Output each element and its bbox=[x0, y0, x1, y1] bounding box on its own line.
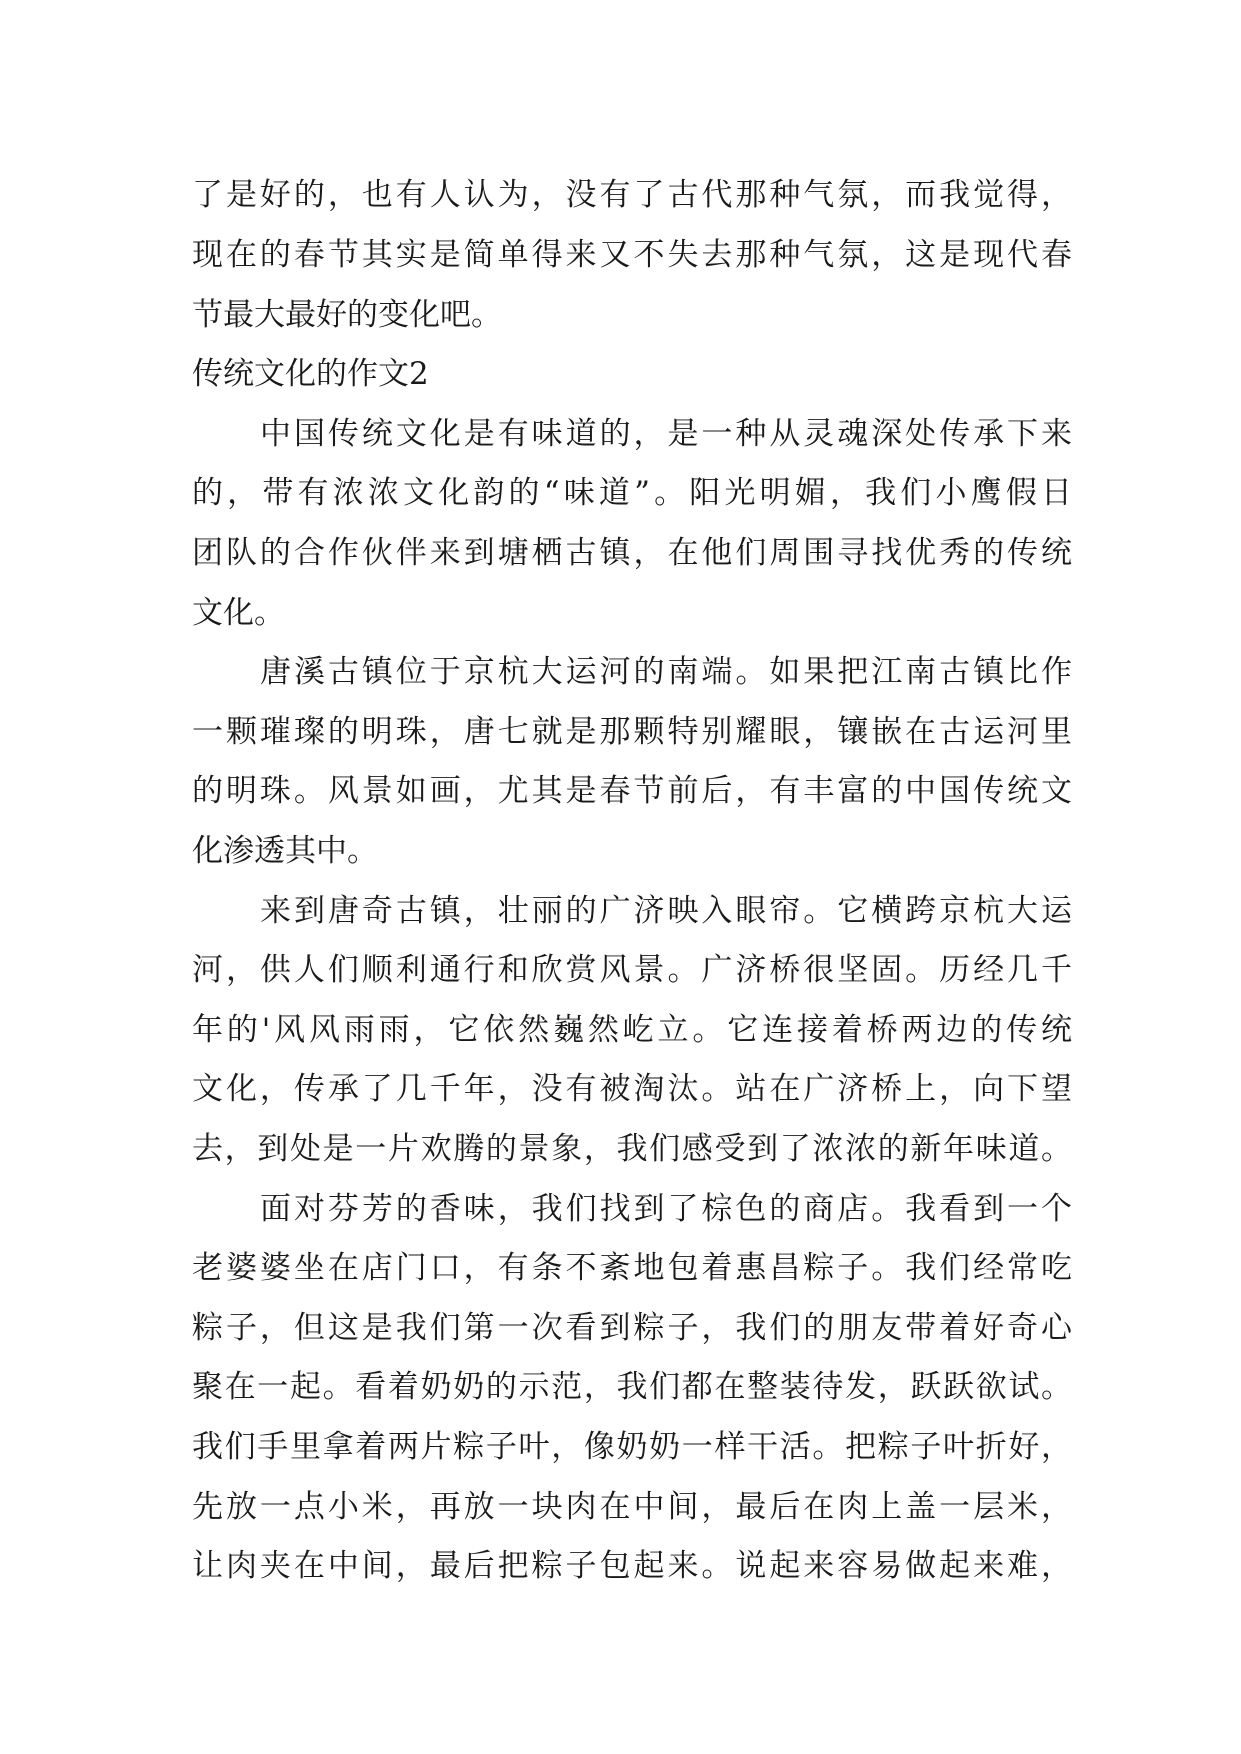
paragraph-line: 面对芬芳的香味，我们找到了棕色的商店。我看到一个 bbox=[260, 1191, 1072, 1227]
paragraph-line: 让肉夹在中间，最后把粽子包起来。说起来容易做起来难， bbox=[192, 1548, 1072, 1584]
paragraph-line: 来到唐奇古镇，壮丽的广济映入眼帘。它横跨京杭大运 bbox=[260, 893, 1072, 929]
paragraph-line: 唐溪古镇位于京杭大运河的南端。如果把江南古镇比作 bbox=[260, 654, 1072, 690]
paragraph-line: 了是好的，也有人认为，没有了古代那种气氛，而我觉得， bbox=[192, 177, 1072, 213]
section-heading: 传统文化的作文2 bbox=[192, 356, 429, 392]
paragraph-line: 中国传统文化是有味道的，是一种从灵魂深处传承下来 bbox=[260, 416, 1072, 452]
paragraph-line: 现在的春节其实是简单得来又不失去那种气氛，这是现代春 bbox=[192, 237, 1072, 273]
paragraph-line: 文化，传承了几千年，没有被淘汰。站在广济桥上，向下望 bbox=[192, 1071, 1072, 1107]
paragraph-line: 节最大最好的变化吧。 bbox=[192, 297, 502, 333]
paragraph-line: 一颗璀璨的明珠，唐七就是那颗特别耀眼，镶嵌在古运河里 bbox=[192, 714, 1072, 750]
paragraph-line: 先放一点小米，再放一块肉在中间，最后在肉上盖一层米， bbox=[192, 1489, 1072, 1525]
paragraph-line: 聚在一起。看着奶奶的示范，我们都在整装待发，跃跃欲试。 bbox=[192, 1369, 1072, 1405]
paragraph-line: 我们手里拿着两片粽子叶，像奶奶一样干活。把粽子叶折好， bbox=[192, 1429, 1072, 1465]
paragraph-line: 去，到处是一片欢腾的景象，我们感受到了浓浓的新年味道。 bbox=[192, 1131, 1072, 1167]
paragraph-line: 团队的合作伙伴来到塘栖古镇，在他们周围寻找优秀的传统 bbox=[192, 535, 1072, 571]
paragraph-line: 粽子，但这是我们第一次看到粽子，我们的朋友带着好奇心 bbox=[192, 1310, 1072, 1346]
paragraph-line: 年的'风风雨雨，它依然巍然屹立。它连接着桥两边的传统 bbox=[192, 1012, 1072, 1048]
paragraph-line: 的，带有浓浓文化韵的“味道”。阳光明媚，我们小鹰假日 bbox=[192, 475, 1072, 511]
paragraph-line: 化渗透其中。 bbox=[192, 833, 378, 869]
paragraph-line: 老婆婆坐在店门口，有条不紊地包着惠昌粽子。我们经常吃 bbox=[192, 1250, 1072, 1286]
paragraph-line: 的明珠。风景如画，尤其是春节前后，有丰富的中国传统文 bbox=[192, 773, 1072, 809]
paragraph-line: 河，供人们顺利通行和欣赏风景。广济桥很坚固。历经几千 bbox=[192, 952, 1072, 988]
paragraph-line: 文化。 bbox=[192, 595, 285, 631]
